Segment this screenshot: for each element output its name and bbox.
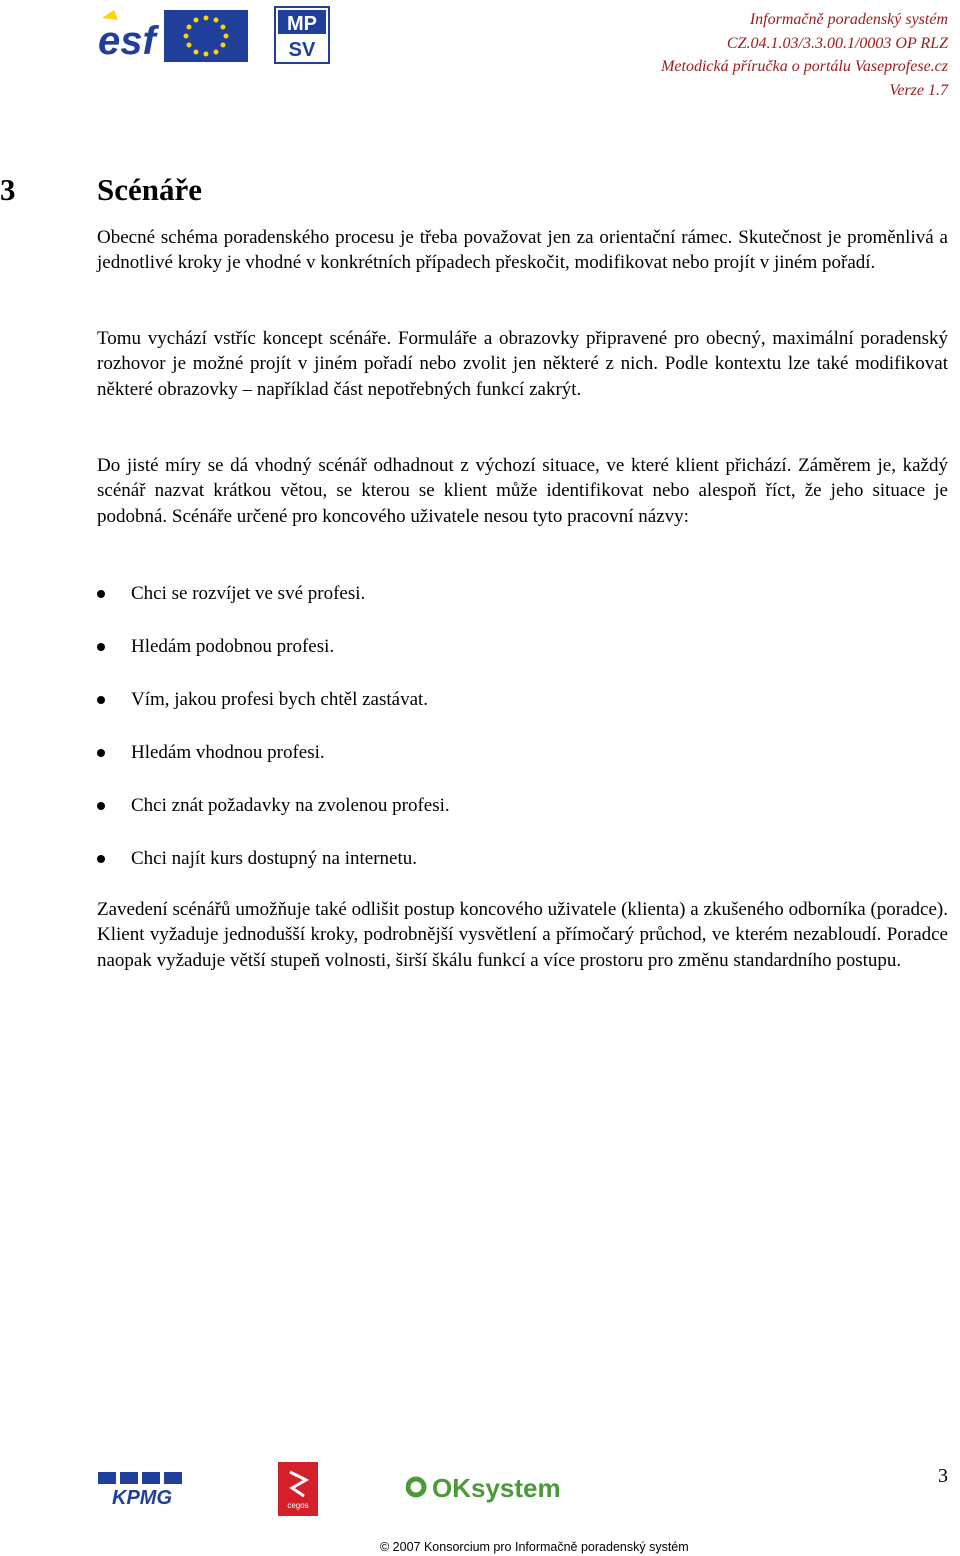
svg-text:KPMG: KPMG bbox=[112, 1487, 172, 1508]
esf-logo bbox=[96, 6, 250, 64]
list-item: Chci znát požadavky na zvolenou profesi. bbox=[97, 793, 450, 846]
svg-text:esf: esf bbox=[98, 19, 156, 63]
bullet-icon bbox=[97, 643, 105, 651]
bullet-icon bbox=[97, 696, 105, 704]
list-item: Vím, jakou profesi bych chtěl zastávat. bbox=[97, 687, 450, 740]
svg-text:SV: SV bbox=[288, 39, 316, 61]
svg-text:OKsystem: OKsystem bbox=[432, 1473, 561, 1503]
list-item: Hledám podobnou profesi. bbox=[97, 634, 450, 687]
cegos-logo bbox=[278, 1462, 318, 1516]
section-title: Scénáře bbox=[97, 172, 203, 207]
header-line-version: Verze 1.7 bbox=[889, 81, 948, 99]
scenario-list bbox=[97, 581, 450, 899]
list-item: Chci se rozvíjet ve své profesi. bbox=[97, 581, 450, 634]
paragraph-scenario-naming: Do jisté míry se dá vhodný scénář odhadnout z výchozí situace, ve které klient přichází. Záměrem je, každý scénář nazvat krátkou větou, se kterou se klient může identifikovat nebo alespoň říct, že jeho situace je podobná. Scénáře určené pro koncového uživatele nesou tyto pracovní názvy: bbox=[97, 455, 948, 527]
bullet-icon bbox=[97, 802, 105, 810]
bullet-icon bbox=[97, 590, 105, 598]
header-line-project-code: CZ.04.1.03/3.3.00.1/0003 OP RLZ bbox=[726, 34, 948, 52]
bullet-icon bbox=[97, 749, 105, 757]
svg-text:MP: MP bbox=[287, 13, 317, 35]
svg-text:cegos: cegos bbox=[287, 1501, 309, 1510]
paragraph-concept: Tomu vychází vstříc koncept scénáře. Formuláře a obrazovky připravené pro obecný, maximální poradenský rozhovor je možné projít v jiném pořadí nebo zvolit jen některé z nich. Podle kontextu lze také modifikovat některé obrazovky – například část nepotřebných funkcí zakrýt. bbox=[97, 328, 948, 400]
copyright-text: © 2007 Konsorcium pro Informačně poradenský systém bbox=[380, 1540, 689, 1554]
kpmg-logo bbox=[96, 1470, 188, 1508]
oksystem-logo bbox=[406, 1470, 574, 1504]
section-number: 3 bbox=[0, 172, 16, 207]
page-number: 3 bbox=[938, 1465, 948, 1487]
document-header-info bbox=[528, 8, 948, 102]
bullet-icon bbox=[97, 855, 105, 863]
paragraph-intro: Obecné schéma poradenského procesu je třeba považovat jen za orientační rámec. Skutečnost je proměnlivá a jednotlivé kroky je vhodné v konkrétních případech přeskočit, modifikovat nebo projít v jiném pořadí. bbox=[97, 227, 948, 274]
list-item: Hledám vhodnou profesi. bbox=[97, 740, 450, 793]
header-line-manual: Metodická příručka o portálu Vaseprofese.cz bbox=[661, 58, 948, 75]
paragraph-scenario-benefits: Zavedení scénářů umožňuje také odlišit postup koncového uživatele (klienta) a zkušeného odborníka (poradce). Klient vyžaduje jednodušší kroky, podrobnější vysvětlení a přímočarý průchod, ve kterém nezabloudí. Poradce naopak vyžaduje větší stupeň volnosti, širší škálu funkcí a více prostoru pro změnu standardního postupu. bbox=[97, 899, 948, 971]
mpsv-logo bbox=[274, 6, 330, 64]
list-item: Chci najít kurs dostupný na internetu. bbox=[97, 846, 450, 899]
header-line-system: Informačně poradenský systém bbox=[749, 11, 948, 28]
